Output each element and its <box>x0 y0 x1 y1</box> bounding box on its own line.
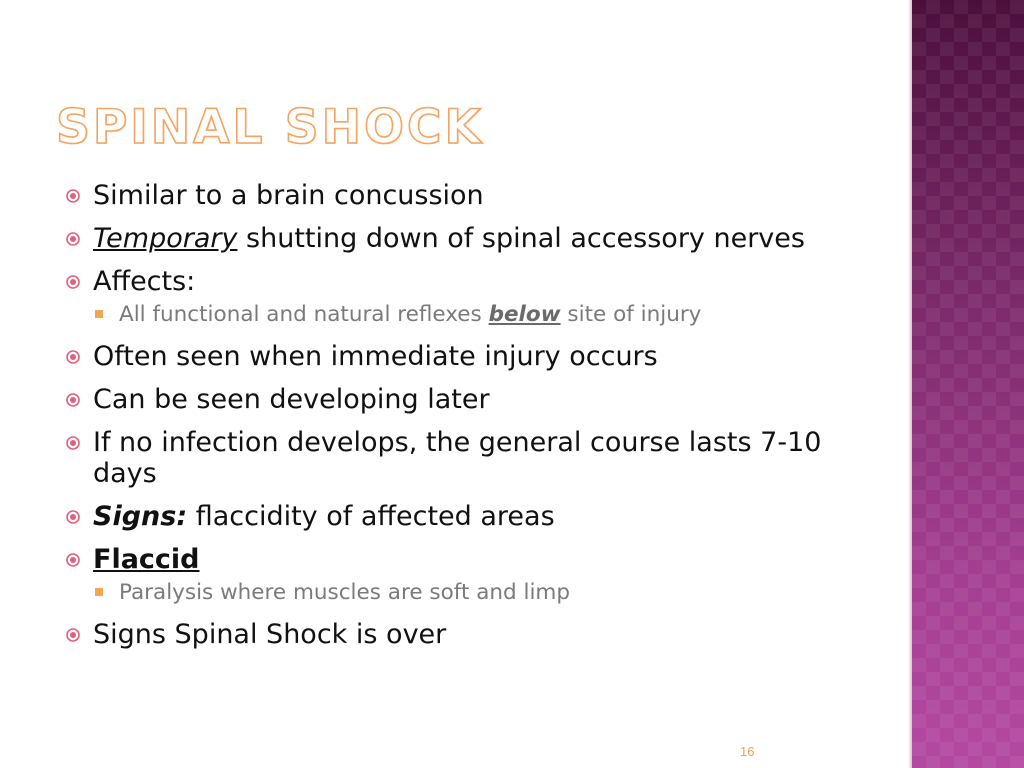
emphasis-text: Signs: <box>93 501 188 532</box>
page-number: 16 <box>740 744 755 759</box>
bullet-item <box>64 341 864 372</box>
bullet-text: If no infection develops, the general course lasts 7-10 days <box>93 427 822 489</box>
square-bullet-icon <box>95 310 103 318</box>
bullet-item <box>64 619 864 650</box>
circle-bullet-icon <box>66 275 80 289</box>
sub-bullet-item <box>64 579 864 607</box>
bullet-item <box>64 223 864 254</box>
circle-bullet-icon <box>66 510 80 524</box>
circle-bullet-icon <box>66 436 80 450</box>
sub-bullet-text: site of injury <box>560 302 702 327</box>
circle-bullet-icon <box>66 628 80 642</box>
circle-bullet-icon <box>66 232 80 246</box>
bullet-text: Affects: <box>93 266 196 297</box>
bullet-item <box>64 180 864 211</box>
emphasis-text: Flaccid <box>93 544 200 575</box>
circle-bullet-icon <box>66 350 80 364</box>
bullet-text: Often seen when immediate injury occurs <box>93 341 658 372</box>
bullet-text: Similar to a brain concussion <box>93 180 484 211</box>
bullet-item <box>64 544 864 575</box>
slide-title: SPINAL SHOCK <box>56 100 484 155</box>
bullet-item <box>64 427 864 489</box>
sub-bullet-item <box>64 301 864 329</box>
square-bullet-icon <box>95 588 103 596</box>
bullet-text: shutting down of spinal accessory nerves <box>237 223 805 254</box>
emphasis-text: Temporary <box>93 223 238 254</box>
sub-bullet-text: Paralysis where muscles are soft and limp <box>119 580 571 605</box>
bullet-item <box>64 266 864 297</box>
bullet-item <box>64 384 864 415</box>
decorative-sidebar <box>912 0 1024 768</box>
emphasis-text: below <box>488 302 561 327</box>
bullet-text: flaccidity of affected areas <box>187 501 555 532</box>
circle-bullet-icon <box>66 393 80 407</box>
bullet-text: Signs Spinal Shock is over <box>93 619 447 650</box>
sub-bullet-text: All functional and natural reflexes <box>119 302 489 327</box>
bullet-item <box>64 501 864 532</box>
bullet-list <box>64 180 864 662</box>
circle-bullet-icon <box>66 553 80 567</box>
circle-bullet-icon <box>66 189 80 203</box>
bullet-text: Can be seen developing later <box>93 384 490 415</box>
